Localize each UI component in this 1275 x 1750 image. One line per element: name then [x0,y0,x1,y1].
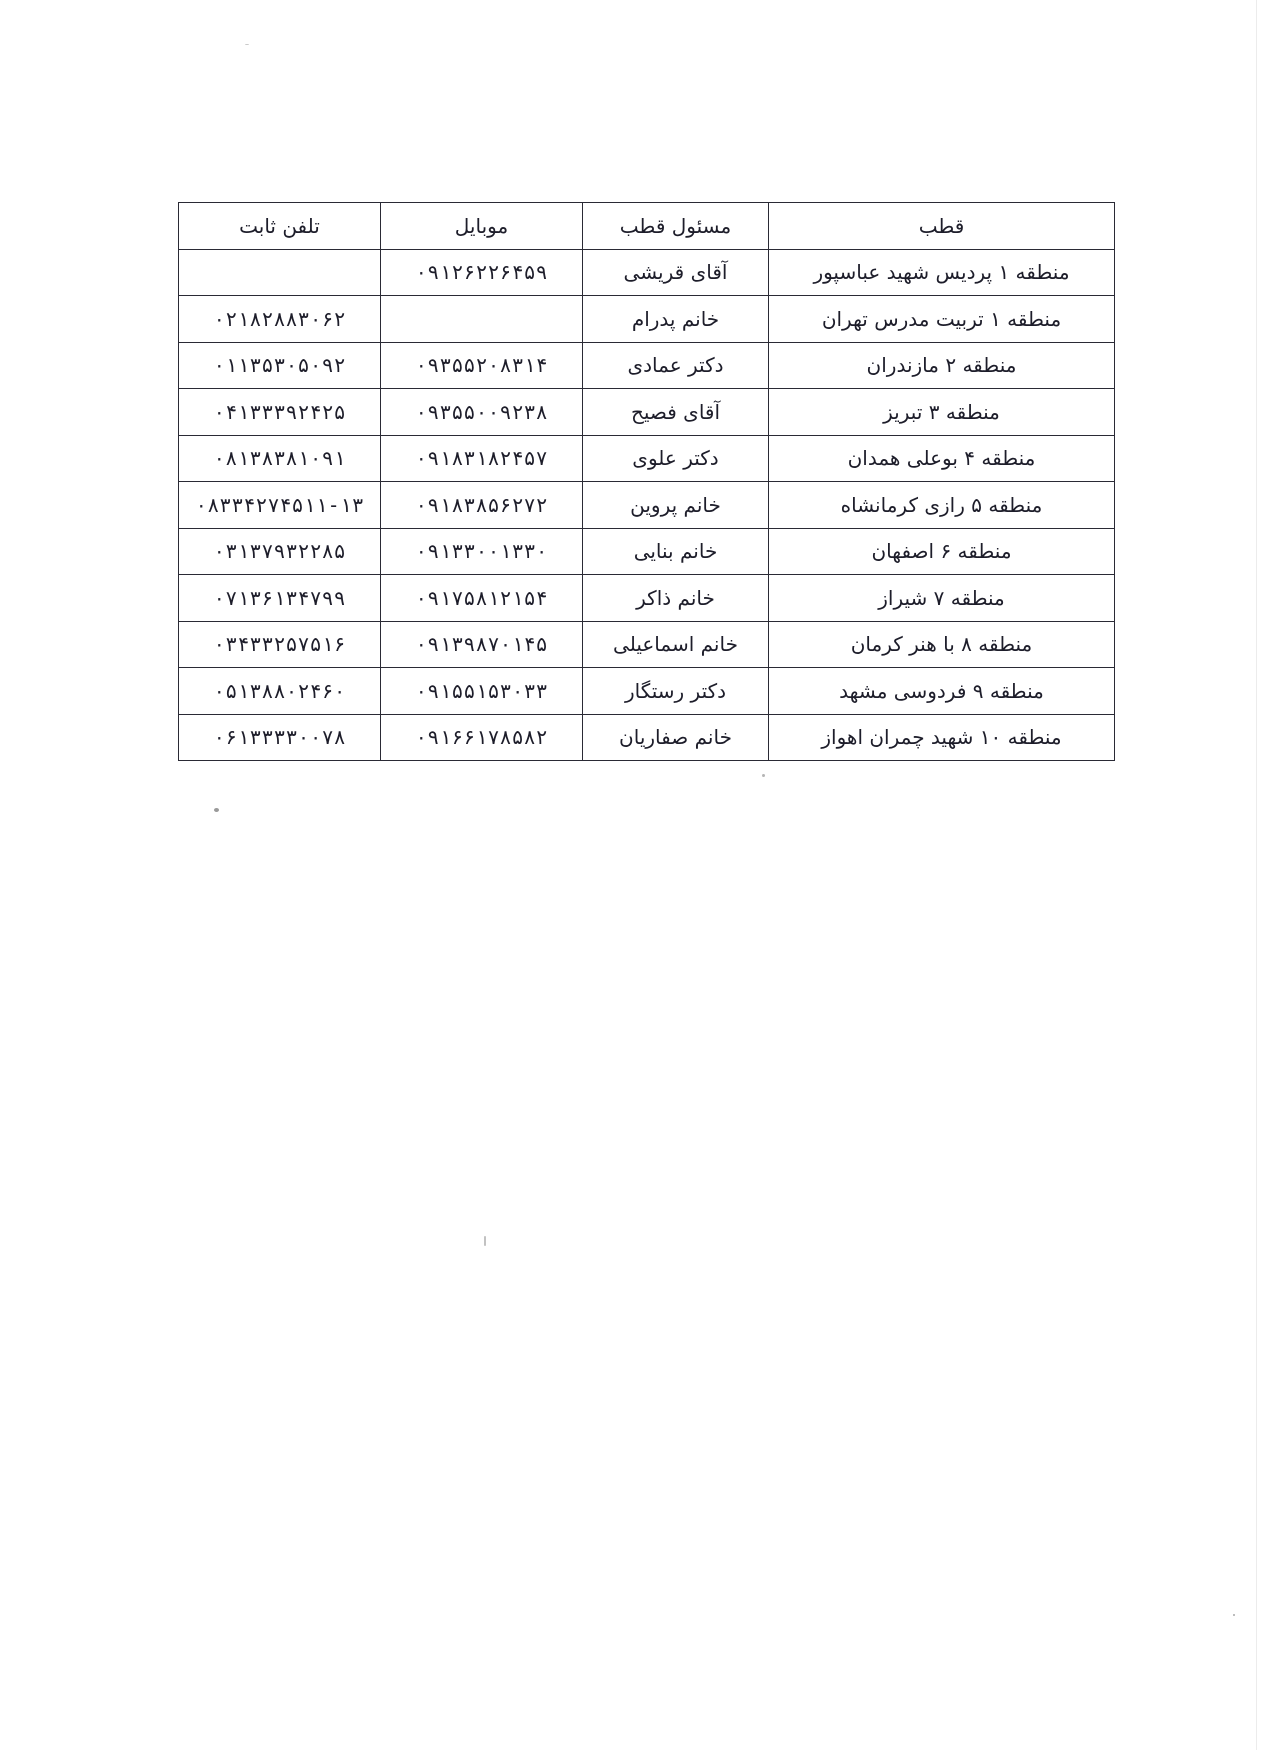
scan-edge-shadow [1256,0,1257,1750]
cell-phone: ۰۱۱۳۵۳۰۵۰۹۲ [179,342,381,389]
table-header-row [179,203,1115,250]
cell-manager: خانم پدرام [583,296,769,343]
table-row [179,435,1115,482]
cell-mobile: ۰۹۱۶۶۱۷۸۵۸۲ [381,714,583,761]
table-row [179,296,1115,343]
cell-manager: دکتر عمادی [583,342,769,389]
scan-speck [1233,1614,1235,1616]
header-manager: مسئول قطب [583,203,769,250]
cell-phone [179,249,381,296]
scan-speck [762,774,765,777]
table-row [179,528,1115,575]
scan-speck [484,1236,486,1246]
contacts-table-wrapper [178,202,1114,761]
header-phone: تلفن ثابت [179,203,381,250]
cell-manager: خانم بنایی [583,528,769,575]
cell-region: منطقه ۸ با هنر کرمان [769,621,1115,668]
cell-mobile: ۰۹۱۳۳۰۰۱۳۳۰ [381,528,583,575]
cell-mobile: ۰۹۱۲۶۲۲۶۴۵۹ [381,249,583,296]
cell-phone: ۰۲۱۸۲۸۸۳۰۶۲ [179,296,381,343]
cell-mobile: ۰۹۳۵۵۰۰۹۲۳۸ [381,389,583,436]
cell-phone: ۰۶۱۳۳۳۳۰۰۷۸ [179,714,381,761]
cell-region: منطقه ۱۰ شهید چمران اهواز [769,714,1115,761]
table-row [179,342,1115,389]
cell-phone: ۰۸۱۳۸۳۸۱۰۹۱ [179,435,381,482]
cell-phone: ۰۳۴۳۳۲۵۷۵۱۶ [179,621,381,668]
cell-mobile: ۰۹۱۸۳۸۵۶۲۷۲ [381,482,583,529]
cell-region: منطقه ۶ اصفهان [769,528,1115,575]
table-row [179,482,1115,529]
table-row [179,575,1115,622]
contacts-table [178,202,1115,761]
cell-manager: خانم پروین [583,482,769,529]
table-row [179,714,1115,761]
table-row [179,668,1115,715]
cell-region: منطقه ۳ تبریز [769,389,1115,436]
cell-region: منطقه ۱ تربیت مدرس تهران [769,296,1115,343]
cell-manager: خانم صفاریان [583,714,769,761]
cell-mobile: ۰۹۱۳۹۸۷۰۱۴۵ [381,621,583,668]
cell-manager: دکتر رستگار [583,668,769,715]
cell-mobile: ۰۹۱۸۳۱۸۲۴۵۷ [381,435,583,482]
cell-manager: دکتر علوی [583,435,769,482]
cell-region: منطقه ۷ شیراز [769,575,1115,622]
cell-manager: خانم اسماعیلی [583,621,769,668]
cell-phone: ۰۷۱۳۶۱۳۴۷۹۹ [179,575,381,622]
cell-region: منطقه ۲ مازندران [769,342,1115,389]
cell-mobile [381,296,583,343]
cell-phone: ۰۴۱۳۳۳۹۲۴۲۵ [179,389,381,436]
cell-region: منطقه ۹ فردوسی مشهد [769,668,1115,715]
cell-manager: آقای فصیح [583,389,769,436]
cell-mobile: ۰۹۱۵۵۱۵۳۰۳۳ [381,668,583,715]
cell-mobile: ۰۹۱۷۵۸۱۲۱۵۴ [381,575,583,622]
header-region: قطب [769,203,1115,250]
cell-region: منطقه ۵ رازی کرمانشاه [769,482,1115,529]
table-row [179,621,1115,668]
cell-phone: ۰۳۱۳۷۹۳۲۲۸۵ [179,528,381,575]
cell-phone: ۰۵۱۳۸۸۰۲۴۶۰ [179,668,381,715]
table-row [179,249,1115,296]
header-mobile: موبایل [381,203,583,250]
scan-speck [214,808,219,812]
table-row [179,389,1115,436]
scan-speck [245,44,249,45]
cell-manager: آقای قریشی [583,249,769,296]
cell-region: منطقه ۱ پردیس شهید عباسپور [769,249,1115,296]
cell-phone: ۰۸۳۳۴۲۷۴۵۱۱-۱۳ [179,482,381,529]
cell-manager: خانم ذاکر [583,575,769,622]
cell-region: منطقه ۴ بوعلی همدان [769,435,1115,482]
cell-mobile: ۰۹۳۵۵۲۰۸۳۱۴ [381,342,583,389]
